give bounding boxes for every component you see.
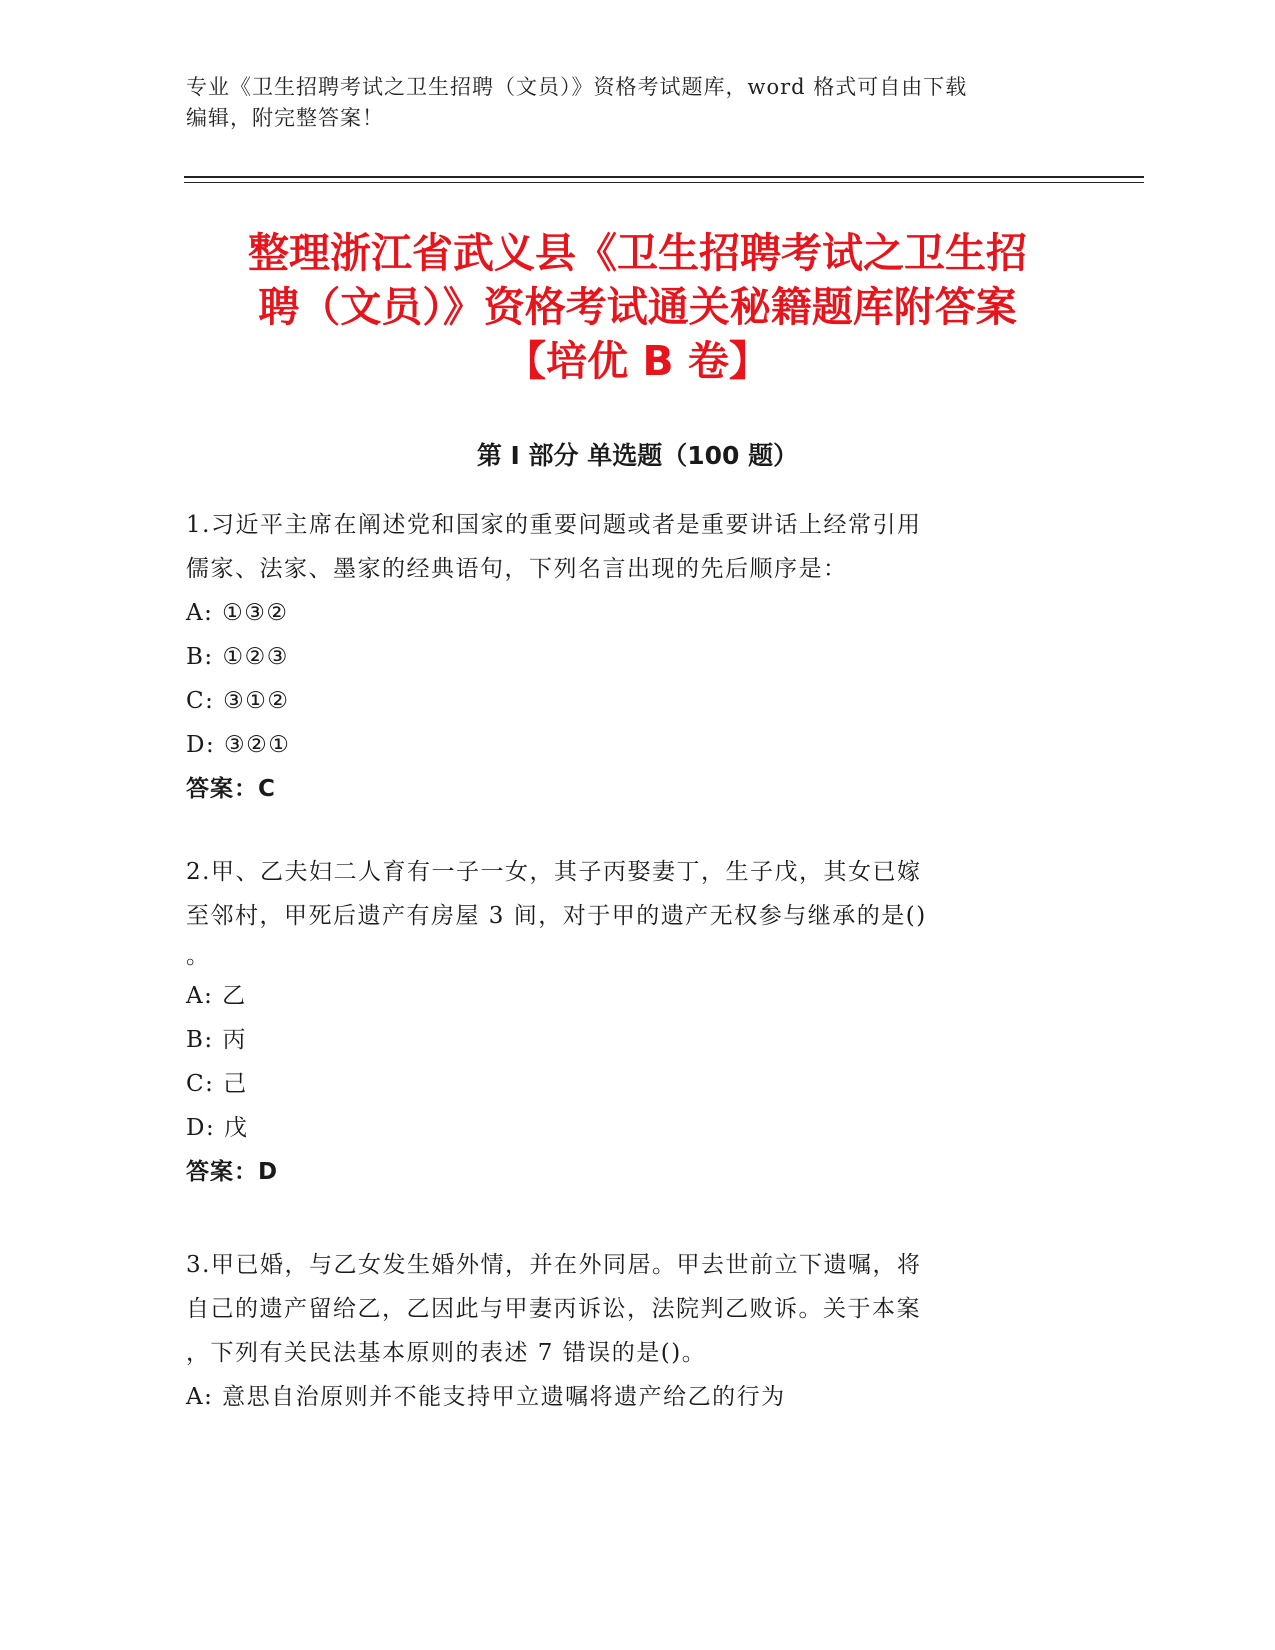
option-b: B: ①②③ <box>186 644 289 670</box>
option-d: D: ③②① <box>186 732 291 758</box>
question-text: 自己的遗产留给乙，乙因此与甲妻丙诉讼，法院判乙败诉。关于本案 <box>186 1296 921 1322</box>
header-note-line: 编辑，附完整答案！ <box>186 106 384 130</box>
option-a: A: 乙 <box>186 983 247 1009</box>
option-a: A: ①③② <box>186 600 289 626</box>
question-text: 至邻村，甲死后遗产有房屋 3 间，对于甲的遗产无权参与继承的是() <box>186 903 927 929</box>
header-note-line: 专业《卫生招聘考试之卫生招聘（文员）》资格考试题库，word 格式可自由下载 <box>186 75 968 99</box>
question-3 <box>186 1243 1056 1419</box>
option-a: A: 意思自治原则并不能支持甲立遗嘱将遗产给乙的行为 <box>186 1384 786 1410</box>
title-line: 整理浙江省武义县《卫生招聘考试之卫生招 <box>248 229 1027 277</box>
question-1 <box>186 503 1056 811</box>
header-divider <box>184 176 1144 178</box>
document-title <box>150 226 1125 388</box>
option-b: B: 丙 <box>186 1027 247 1053</box>
option-d: D: 戊 <box>186 1115 249 1141</box>
question-text: 。 <box>186 943 211 969</box>
answer: 答案：C <box>186 776 276 802</box>
question-2 <box>186 850 1056 1194</box>
header-divider-thin <box>184 182 1144 183</box>
answer: 答案：D <box>186 1159 279 1185</box>
option-c: C: 己 <box>186 1071 248 1097</box>
section-heading: 第 I 部分 单选题（100 题） <box>476 441 799 470</box>
question-text: 1.习近平主席在阐述党和国家的重要问题或者是重要讲话上经常引用 <box>186 512 922 538</box>
question-text: 儒家、法家、墨家的经典语句，下列名言出现的先后顺序是： <box>186 556 848 582</box>
title-line: 聘（文员）》资格考试通关秘籍题库附答案 <box>258 283 1017 331</box>
question-text: 2.甲、乙夫妇二人育有一子一女，其子丙娶妻丁，生子戊，其女已嫁 <box>186 859 922 885</box>
option-c: C: ③①② <box>186 688 290 714</box>
question-text: 3.甲已婚，与乙女发生婚外情，并在外同居。甲去世前立下遗嘱，将 <box>186 1252 922 1278</box>
question-text: ，下列有关民法基本原则的表述 7 错误的是()。 <box>186 1340 707 1366</box>
title-line: 【培优 B 卷】 <box>505 337 770 385</box>
header-note <box>186 72 1066 134</box>
